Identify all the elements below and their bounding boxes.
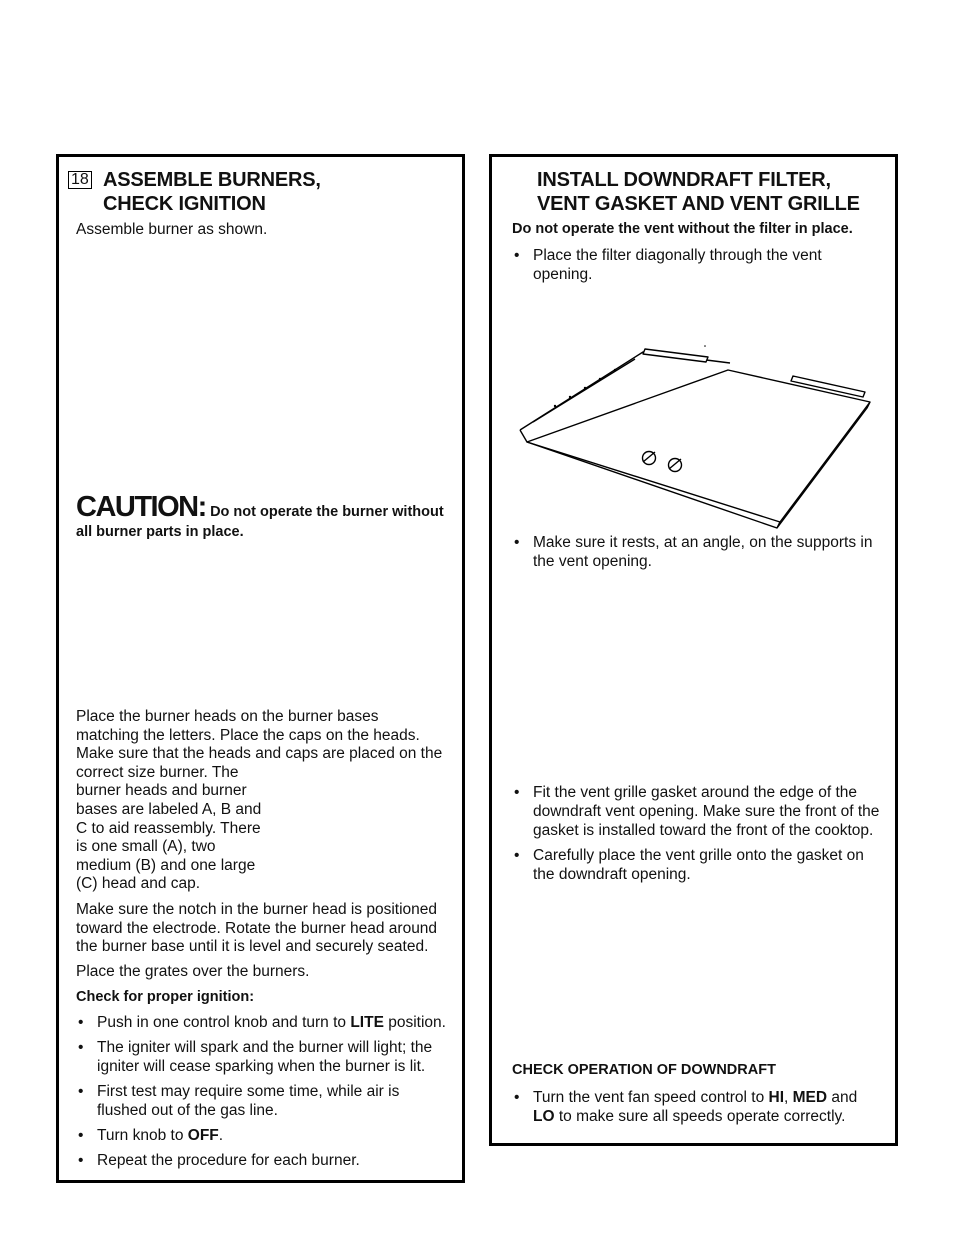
check-ignition-heading: Check for proper ignition: [76,989,255,1005]
left-heading [103,168,321,216]
left-heading-line2: CHECK IGNITION [103,193,266,215]
para1-line: correct size burner. The [76,763,239,781]
caution-block [76,491,456,542]
para1-line: is one small (A), two [76,838,216,856]
step-number-badge: 18 [68,171,92,189]
filter-bullet-2: • Make sure it rests, at an angle, on the supports in the vent opening. [512,533,892,571]
ignition-bullet-2: • The igniter will spark and the burner will light; the igniter will cease sparking when the burner is lit. [76,1038,461,1076]
ignition-bullet-5: • Repeat the procedure for each burner. [76,1151,461,1170]
ignition-bullet-1: • Push in one control knob and turn to LITE position. [76,1013,461,1032]
left-heading-line1: ASSEMBLE BURNERS, [103,169,321,191]
filter-bullets-mid [512,533,892,577]
downdraft-filter-illustration [515,340,875,530]
para2-line: toward the electrode. Rotate the burner head around [76,919,438,937]
check-downdraft-heading: CHECK OPERATION OF DOWNDRAFT [512,1062,776,1078]
ignition-bullets [76,1013,461,1176]
caution-word: CAUTION: [76,491,206,523]
caution-text-b: all burner parts in place. [76,524,244,540]
para1-line: C to aid reassembly. There [76,819,261,837]
para1-line: Place the burner heads on the burner bases [76,708,379,725]
right-heading-line1: INSTALL DOWNDRAFT FILTER, [537,169,831,191]
gasket-bullet-2: • Carefully place the vent grille onto the gasket on the downdraft opening. [512,846,897,884]
para1-line: medium (B) and one large [76,856,256,874]
caution-text-a: Do not operate the burner without [210,504,444,520]
ignition-bullet-3: • First test may require some time, while air is flushed out of the gas line. [76,1082,461,1120]
gasket-bullet-1: • Fit the vent grille gasket around the edge of the downdraft vent opening. Make sure the front of the gasket is installed toward the front of the cooktop. [512,783,897,840]
para1-line: bases are labeled A, B and [76,800,262,818]
para2-line: Make sure the notch in the burner head is positioned [76,901,438,918]
filter-bullet-1: • Place the filter diagonally through the vent opening. [512,246,892,284]
para1-line: burner heads and burner [76,782,247,800]
left-para1 [76,708,456,894]
downdraft-bullet-1: • Turn the vent fan speed control to HI, MED and LO to make sure all speeds operate correctly. [512,1088,892,1126]
para1-line: matching the letters. Place the caps on the heads. [76,726,420,744]
para1-line: (C) head and cap. [76,875,201,893]
left-intro: Assemble burner as shown. [76,221,268,238]
para2-line: the burner base until it is level and securely seated. [76,938,429,956]
left-para2 [76,901,456,957]
ignition-bullet-4: • Turn knob to OFF. [76,1126,461,1145]
right-heading [537,168,860,216]
filter-bullets-top [512,246,892,290]
filter-warning: Do not operate the vent without the filter in place. [512,221,853,237]
right-heading-line2: VENT GASKET AND VENT GRILLE [537,193,860,215]
right-panel [489,154,898,1146]
left-para3: Place the grates over the burners. [76,963,310,980]
para1-line: Make sure that the heads and caps are placed on the [76,745,443,763]
downdraft-bullets [512,1088,892,1132]
gasket-bullets [512,783,897,890]
